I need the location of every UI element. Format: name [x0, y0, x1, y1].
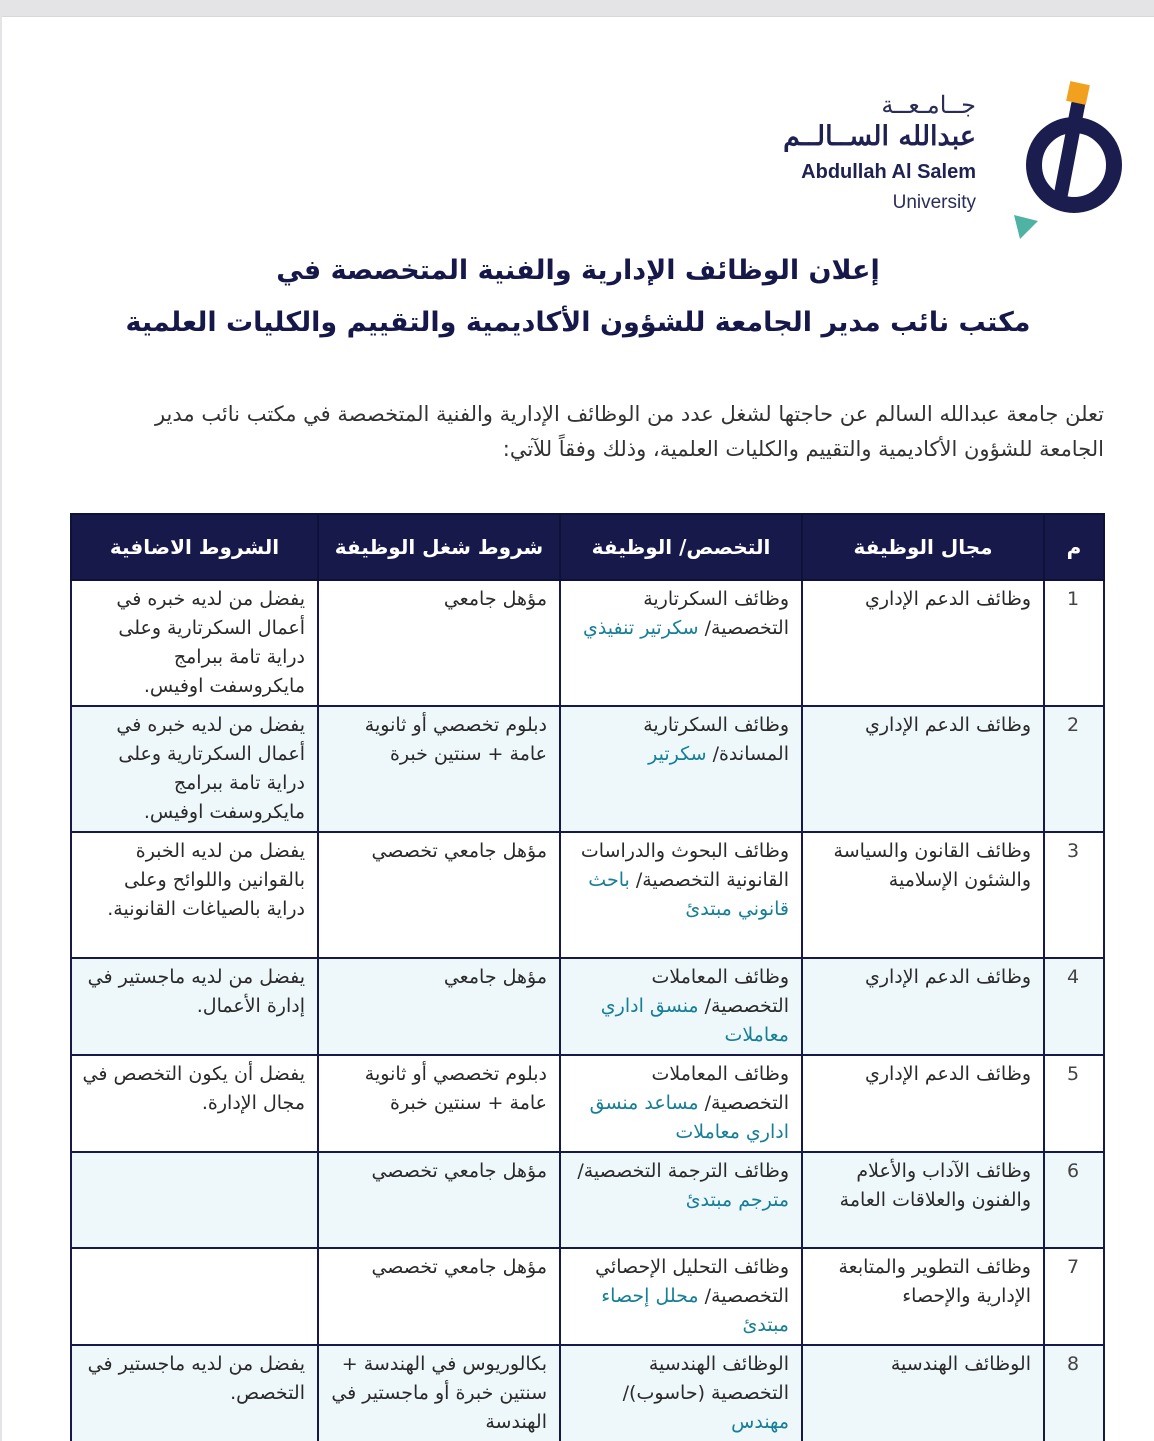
- role-title: سكرتير تنفيذي: [582, 617, 699, 639]
- university-brand: [710, 81, 1130, 241]
- row-extra: يفضل من لديه ماجستير في التخصص.: [71, 1345, 318, 1441]
- row-conditions: مؤهل جامعي تخصصي: [318, 1152, 560, 1248]
- spec-text: وظائف الترجمة التخصصية/: [577, 1160, 789, 1182]
- row-num: 2: [1044, 706, 1104, 832]
- university-name-ar-line1: جــامـعــة: [881, 91, 976, 119]
- university-name-en-line2: University: [892, 192, 976, 213]
- row-extra: [71, 1152, 318, 1248]
- table-row: [71, 1345, 1104, 1441]
- spec-text: وظائف السكرتارية التخصصية/: [643, 588, 789, 639]
- row-num: 4: [1044, 958, 1104, 1055]
- row-extra: يفضل من لديه ماجستير في إدارة الأعمال.: [71, 958, 318, 1055]
- row-spec: [560, 1055, 802, 1152]
- university-name-en-line1: Abdullah Al Salem: [801, 161, 976, 183]
- row-conditions: مؤهل جامعي تخصصي: [318, 1248, 560, 1345]
- announcement-title-line1: إعلان الوظائف الإدارية والفنية المتخصصة في: [276, 255, 880, 286]
- row-num: 5: [1044, 1055, 1104, 1152]
- row-field: وظائف الدعم الإداري: [802, 958, 1044, 1055]
- table-row: [71, 580, 1104, 706]
- row-spec: [560, 958, 802, 1055]
- row-extra: يفضل من لديه الخبرة بالقوانين واللوائح وعلى دراية بالصياغات القانونية.: [71, 832, 318, 958]
- header-extra: الشروط الاضافية: [71, 514, 318, 580]
- role-title: محلل إحصاء مبتدئ: [601, 1285, 789, 1336]
- row-conditions: مؤهل جامعي: [318, 580, 560, 706]
- role-title: منسق اداري معاملات: [600, 995, 789, 1046]
- row-extra: يفضل أن يكون التخصص في مجال الإدارة.: [71, 1055, 318, 1152]
- jobs-table: [70, 513, 1105, 1441]
- spec-text: وظائف التحليل الإحصائي التخصصية/: [595, 1256, 789, 1307]
- row-field: وظائف الدعم الإداري: [802, 580, 1044, 706]
- table-row: [71, 706, 1104, 832]
- row-num: 8: [1044, 1345, 1104, 1441]
- row-field: وظائف الدعم الإداري: [802, 706, 1044, 832]
- document-page: [2, 16, 1154, 1441]
- header-spec: التخصص/ الوظيفة: [560, 514, 802, 580]
- row-num: 7: [1044, 1248, 1104, 1345]
- row-field: الوظائف الهندسية: [802, 1345, 1044, 1441]
- role-title: مساعد منسق اداري معاملات: [589, 1092, 789, 1143]
- row-conditions: مؤهل جامعي: [318, 958, 560, 1055]
- row-spec: [560, 580, 802, 706]
- spec-text: الوظائف الهندسية التخصصية (حاسوب)/: [622, 1353, 789, 1404]
- table-row: [71, 1152, 1104, 1248]
- row-field: وظائف الدعم الإداري: [802, 1055, 1044, 1152]
- spec-text: وظائف البحوث والدراسات القانونية التخصصية/: [580, 840, 789, 891]
- row-extra: يفضل من لديه خبره في أعمال السكرتارية وعلى دراية تامة ببرامج مايكروسفت اوفيس.: [71, 580, 318, 706]
- table-header-row: [71, 514, 1104, 580]
- row-conditions: مؤهل جامعي تخصصي: [318, 832, 560, 958]
- row-conditions: دبلوم تخصصي أو ثانوية عامة + سنتين خبرة: [318, 1055, 560, 1152]
- spec-text: وظائف السكرتارية المساندة/: [643, 714, 789, 765]
- table-row: [71, 958, 1104, 1055]
- header-conditions: شروط شغل الوظيفة: [318, 514, 560, 580]
- row-field: وظائف القانون والسياسة والشئون الإسلامية: [802, 832, 1044, 958]
- row-spec: [560, 1345, 802, 1441]
- row-conditions: دبلوم تخصصي أو ثانوية عامة + سنتين خبرة: [318, 706, 560, 832]
- role-title: مهندس: [731, 1411, 789, 1433]
- table-row: [71, 832, 1104, 958]
- row-extra: يفضل من لديه خبره في أعمال السكرتارية وعلى دراية تامة ببرامج مايكروسفت اوفيس.: [71, 706, 318, 832]
- header-num: م: [1044, 514, 1104, 580]
- announcement-title-line2: مكتب نائب مدير الجامعة للشؤون الأكاديمية والتقييم والكليات العلمية: [125, 307, 1031, 338]
- header-field: مجال الوظيفة: [802, 514, 1044, 580]
- intro-paragraph: تعلن جامعة عبدالله السالم عن حاجتها لشغل عدد من الوظائف الإدارية والفنية المتخصصة في مكتب نائب مدير الجامعة للشؤون الأكاديمية والتقييم والكليات العلمية، وذلك وفقاً للآتي:: [154, 402, 1104, 461]
- row-spec: [560, 706, 802, 832]
- university-logo-icon: [1012, 81, 1130, 241]
- table-row: [71, 1055, 1104, 1152]
- row-spec: [560, 832, 802, 958]
- row-num: 3: [1044, 832, 1104, 958]
- row-conditions: بكالوريوس في الهندسة + سنتين خبرة أو ماجستير في الهندسة: [318, 1345, 560, 1441]
- row-spec: [560, 1152, 802, 1248]
- row-spec: [560, 1248, 802, 1345]
- role-title: مترجم مبتدئ: [685, 1189, 789, 1211]
- row-num: 1: [1044, 580, 1104, 706]
- role-title: سكرتير: [648, 743, 707, 765]
- row-extra: [71, 1248, 318, 1345]
- spec-text: وظائف المعاملات التخصصية/: [651, 1063, 789, 1114]
- spec-text: وظائف المعاملات التخصصية/: [651, 966, 789, 1017]
- role-title: باحث قانوني مبتدئ: [588, 869, 789, 920]
- row-field: وظائف التطوير والمتابعة الإدارية والإحصاء: [802, 1248, 1044, 1345]
- row-field: وظائف الآداب والأعلام والفنون والعلاقات العامة: [802, 1152, 1044, 1248]
- university-name-ar-line2: عبدالله الســالــم: [783, 121, 976, 152]
- table-row: [71, 1248, 1104, 1345]
- row-num: 6: [1044, 1152, 1104, 1248]
